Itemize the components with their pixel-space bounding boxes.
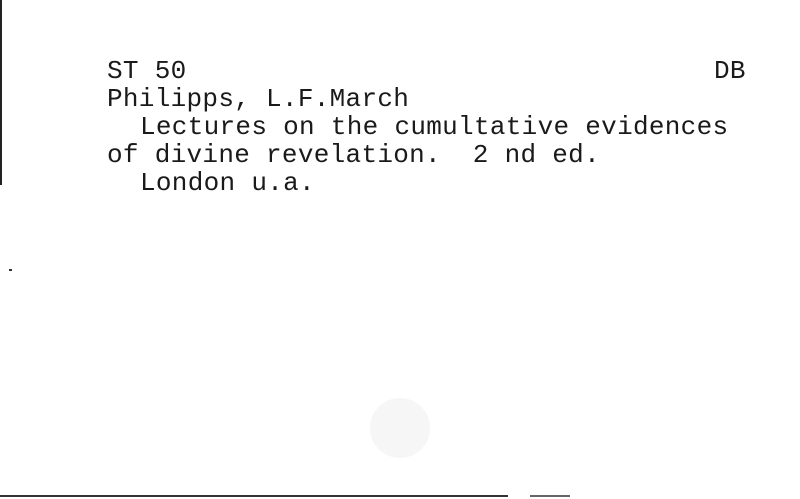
card-bottom-edge	[0, 495, 508, 497]
ink-speck	[9, 269, 12, 271]
location-code: DB	[714, 56, 746, 86]
call-number: ST 50	[107, 56, 187, 86]
author-line: Philipps, L.F.March	[107, 84, 410, 114]
title-line-1: Lectures on the cumultative evidences	[140, 112, 729, 142]
title-line-2: of divine revelation. 2 nd ed.	[107, 140, 600, 170]
imprint-line: London u.a.	[140, 168, 315, 198]
card-left-edge	[0, 0, 2, 185]
card-bottom-edge-fragment	[530, 495, 570, 497]
punch-hole-mark	[370, 398, 430, 458]
